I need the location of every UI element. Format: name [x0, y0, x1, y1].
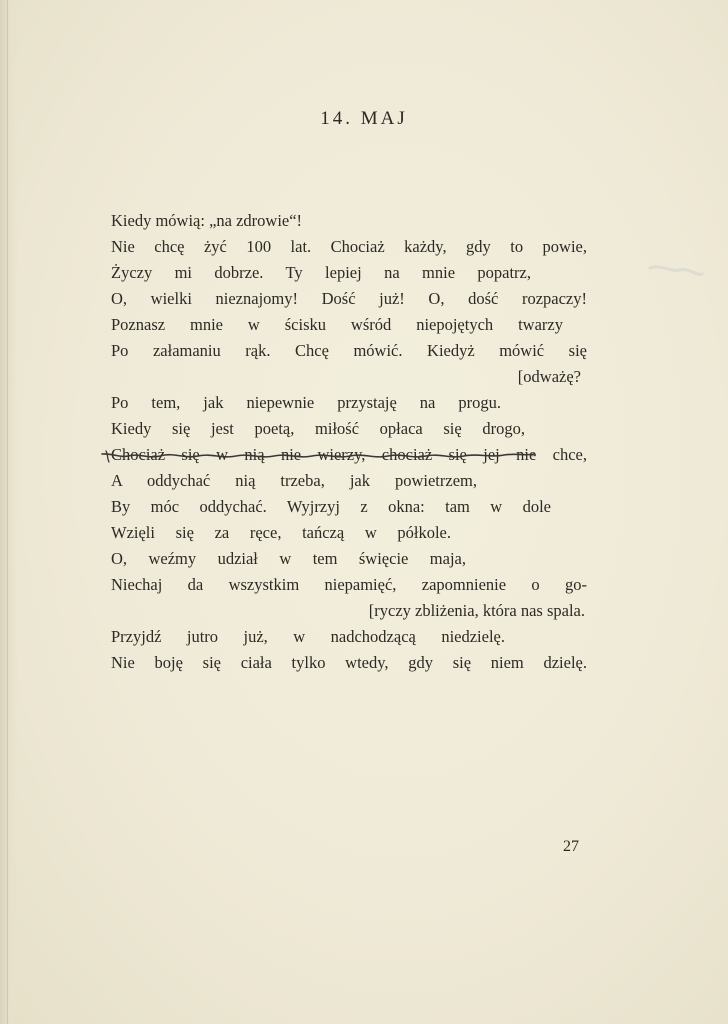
poem-line: A oddychać nią trzeba, jak powietrzem,: [111, 471, 477, 490]
poem-line: Przyjdź jutro już, w nadchodzącą niedzielę.: [111, 627, 505, 646]
poem-line: O, wielki nieznajomy! Dość już! O, dość rozpaczy!: [111, 289, 587, 308]
poem-line: Chociaż się w nią nie wierzy, chociaż się jej nie chce,: [111, 445, 587, 464]
poem-line-continuation: [odważę?: [517, 367, 581, 386]
poem-line: Wzięli się za ręce, tańczą w półkole.: [111, 523, 451, 542]
poem-line-continuation: [ryczy zbliżenia, która nas spala.: [368, 601, 585, 620]
page-number: 27: [563, 838, 579, 855]
poem-line: Kiedy mówią: „na zdrowie“!: [111, 211, 303, 230]
poem-line: Po tem, jak niepewnie przystaję na progu.: [111, 393, 501, 412]
poem-line: Niechaj da wszystkim niepamięć, zapomnienie o go-: [111, 575, 587, 594]
handwritten-wavy-underline: [100, 444, 540, 470]
poem-line: Nie boję się ciała tylko wtedy, gdy się niem dzielę.: [111, 653, 587, 672]
poem-line: By móc oddychać. Wyjrzyj z okna: tam w dole: [111, 497, 551, 516]
poem-line: Po załamaniu rąk. Chcę mówić. Kiedyż mówić się: [111, 341, 587, 360]
poem-body: [111, 208, 587, 676]
page-edge-line: [7, 0, 8, 1024]
poem-line: Nie chcę żyć 100 lat. Chociaż każdy, gdy to powie,: [111, 237, 587, 256]
paper-stain: [646, 262, 706, 288]
poem-line: Poznasz mnie w ścisku wśród niepojętych twarzy: [111, 315, 563, 334]
page-edge-shadow: [0, 0, 18, 1024]
poem-line: Kiedy się jest poetą, miłość opłaca się drogo,: [111, 419, 525, 438]
poem-line: O, weźmy udział w tem święcie maja,: [111, 549, 466, 568]
poem-line: Życzy mi dobrze. Ty lepiej na mnie popatrz,: [111, 263, 531, 282]
poem-title: 14. MAJ: [320, 108, 408, 129]
